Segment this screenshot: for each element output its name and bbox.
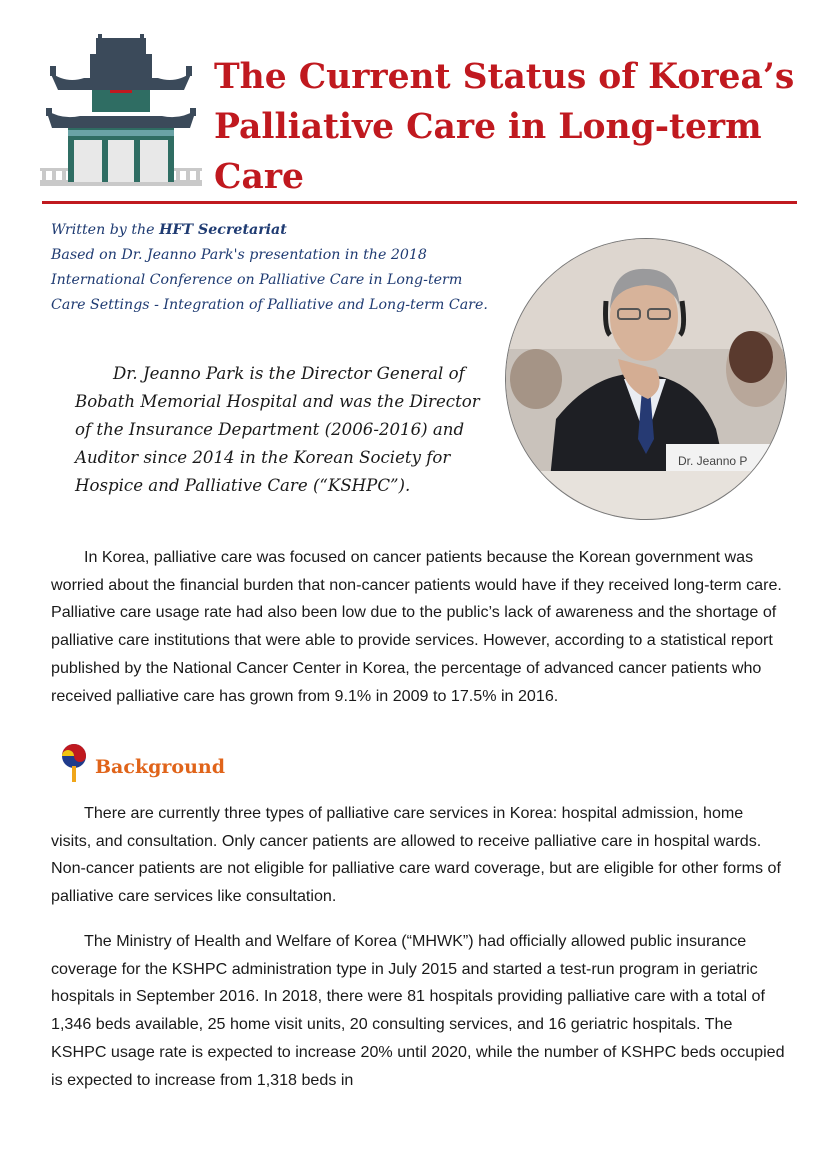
byline-author: HFT Secretariat [159, 222, 287, 238]
section-title: Background [95, 756, 225, 778]
pagoda-icon [40, 32, 202, 194]
byline [51, 218, 496, 318]
korean-fan-icon [60, 742, 88, 784]
section-heading-background [60, 742, 360, 786]
nameplate-text: Dr. Jeanno P [678, 454, 748, 468]
paragraph-mhwk: The Ministry of Health and Welfare of Korea (“MHWK”) had officially allowed public insurance coverage for the KSHPC administration type in July 2015 and started a test-run program in geriatric hospitals in September 2016. In 2018, there were 81 hospitals providing palliative care with a total of 1,346 beds available, 25 home visit units, 20 consulting services, and 16 geriatric hospitals. The KSHPC usage rate is expected to increase 20% until 2020, while the number of KSHPC beds occupied is expected to increase from 1,318 beds in [51, 932, 785, 1089]
speaker-portrait [505, 238, 787, 520]
paragraph-intro: In Korea, palliative care was focused on cancer patients because the Korean government was worried about the financial burden that non-cancer patients would have if they received long-term care. Palliative care usage rate had also been low due to the public’s lack of awareness and the shortage of palliative care institutions that were able to provide services. However, according to a statistical report published by the National Cancer Center in Korea, the percentage of advanced cancer patients who received palliative care has grown from 9.1% in 2009 to 17.5% in 2016. [51, 548, 782, 705]
byline-source: Based on Dr. Jeanno Park's presentation in the 2018 International Conference on Palliative Care in Long-term Care Settings - Integration of Palliative and Long-term Care. [51, 247, 488, 313]
title-divider [42, 201, 797, 204]
speaker-intro: Dr. Jeanno Park is the Director General of Bobath Memorial Hospital and was the Director of the Insurance Department (2006-2016) and Auditor since 2014 in the Korean Society for Hospice and Palliative Care (“KSHPC”). [75, 364, 480, 495]
paragraph-services: There are currently three types of palliative care services in Korea: hospital admission, home visits, and consultation. Only cancer patients are allowed to receive palliative care in hospital wards. Non-cancer patients are not eligible for palliative care ward coverage, but are eligible for other forms of palliative care services like consultation. [51, 804, 781, 906]
page-title: The Current Status of Korea’s Palliative Care in Long-term Care [214, 57, 795, 197]
byline-prefix: Written by the [51, 222, 160, 238]
